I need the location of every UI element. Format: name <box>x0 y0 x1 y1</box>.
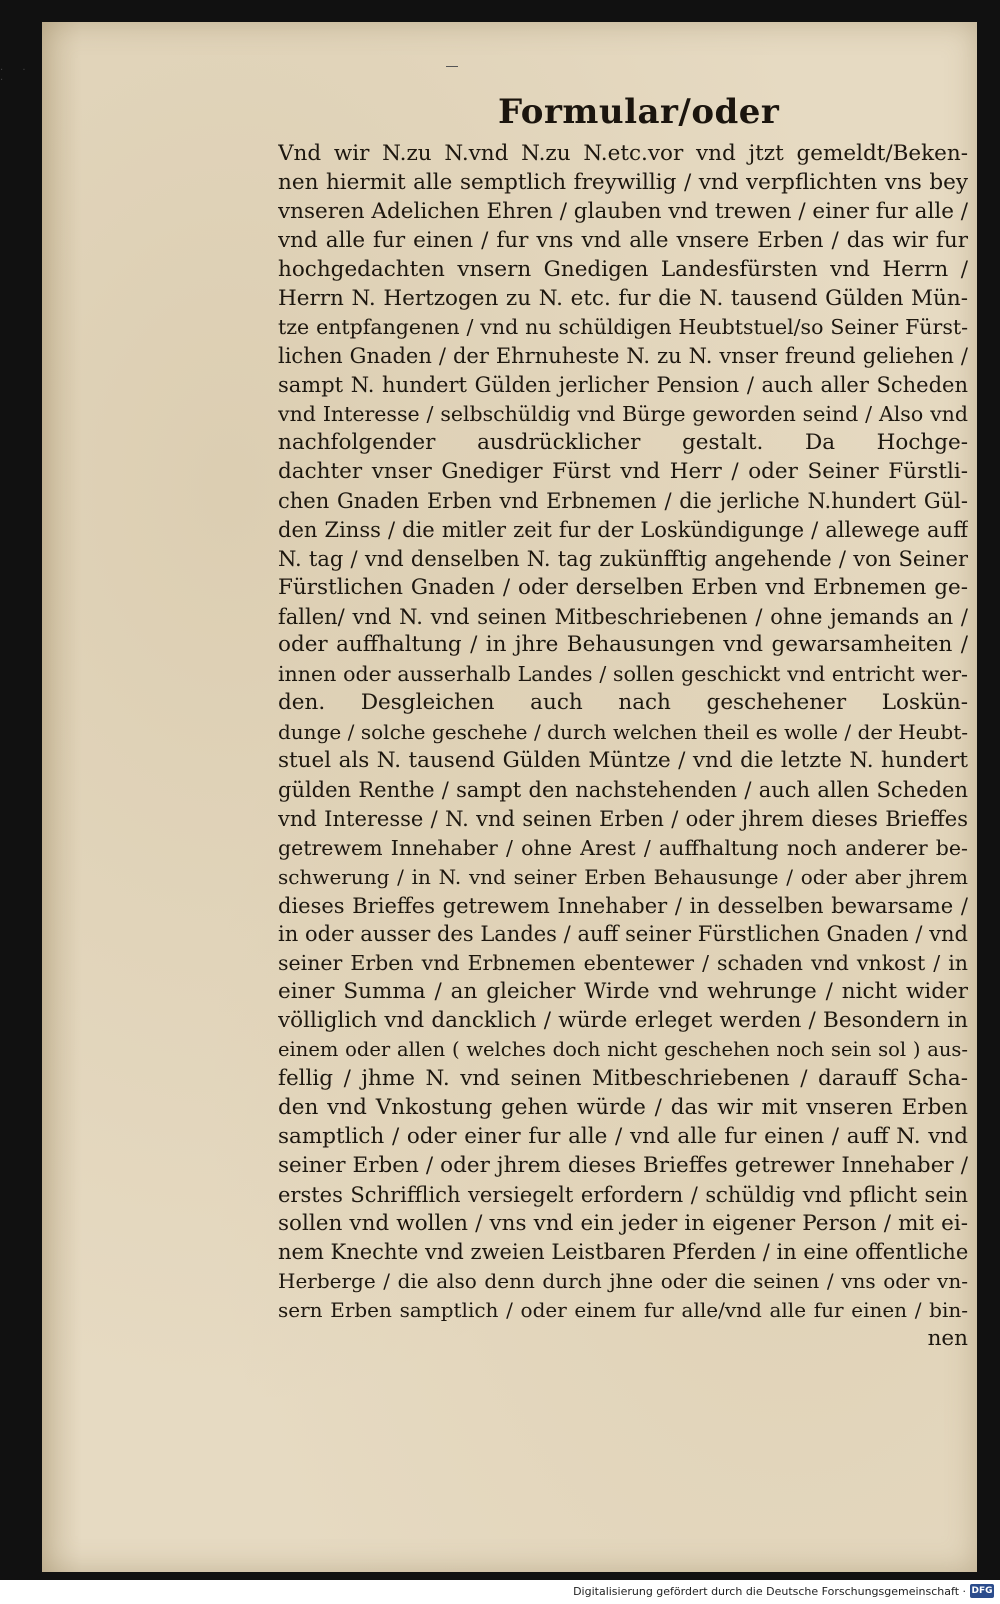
text-line: samptlich / oder einer fur alle / vnd alle fur einen / auff N. vnd <box>278 1123 968 1149</box>
text-line: nachfolgender ausdrücklicher gestalt. Da Hochge- <box>278 430 968 456</box>
text-line: nem Knechte vnd zweien Leistbaren Pferden / in eine offentliche <box>278 1240 968 1265</box>
text-line: Vnd wir N.zu N.vnd N.zu N.etc.vor vnd jtzt gemeldt/Beken- <box>278 141 968 166</box>
text-line: schwerung / in N. vnd seiner Erben Behausunge / oder aber jhrem <box>278 864 968 889</box>
text-line: Herrn N. Hertzogen zu N. etc. fur die N. tausend Gülden Mün- <box>278 285 968 311</box>
text-line: dieses Brieffes getrewem Innehaber / in desselben bewarsame / <box>278 893 968 918</box>
text-line: völliglich vnd dancklich / würde erleget werden / Besondern in <box>278 1008 968 1034</box>
text-line: in oder ausser des Landes / auff seiner Fürstlichen Gnaden / vnd <box>278 922 968 947</box>
text-line: den vnd Vnkostung gehen würde / das wir mit vnseren Erben <box>278 1094 968 1120</box>
text-line: den. Desgleichen auch nach geschehener Loskün- <box>278 690 968 716</box>
text-line: erstes Schrifflich versiegelt erfordern / schüldig vnd pflicht sein <box>278 1182 968 1207</box>
text-line: vnd alle fur einen / fur vns vnd alle vnsere Erben / das wir fur <box>278 227 968 253</box>
text-line: N. tag / vnd denselben N. tag zukünfftig angehende / von Seiner <box>278 546 968 571</box>
text-line: seiner Erben vnd Erbnemen ebentewer / schaden vnd vnkost / in <box>278 951 968 976</box>
footer-credit: Digitalisierung gefördert durch die Deutsche Forschungsgemeinschaft · <box>573 1585 966 1598</box>
edge-marks: · · · <box>0 65 34 86</box>
text-line: chen Gnaden Erben vnd Erbnemen / die jerliche N.hundert Gül- <box>278 488 968 513</box>
text-line: vnd Interesse / selbschüldig vnd Bürge geworden seind / Also vnd <box>278 402 968 427</box>
text-line: nen hiermit alle semptlich freywillig / vnd verpflichten vns bey <box>278 169 968 195</box>
text-line: den Zinss / die mitler zeit fur der Loskündigunge / allewege auff <box>278 517 968 542</box>
text-line: dachter vnser Gnediger Fürst vnd Herr / oder Seiner Fürstli- <box>278 458 968 484</box>
text-line: oder auffhaltung / in jhre Behausungen vnd gewarsamheiten / <box>278 632 968 658</box>
text-line: fellig / jhme N. vnd seinen Mitbeschriebenen / darauff Scha- <box>278 1066 968 1091</box>
text-line: sampt N. hundert Gülden jerlicher Pension / auch aller Scheden <box>278 373 968 398</box>
text-line: einem oder allen ( welches doch nicht geschehen noch sein sol ) aus- <box>278 1038 968 1062</box>
text-line: einer Summa / an gleicher Wirde vnd wehrunge / nicht wider <box>278 979 968 1005</box>
text-line: stuel als N. tausend Gülden Müntze / vnd die letzte N. hundert <box>278 748 968 774</box>
text-line: sern Erben samptlich / oder einem fur alle/vnd alle fur einen / bin- <box>278 1298 968 1323</box>
text-line: Fürstlichen Gnaden / oder derselben Erben vnd Erbnemen ge- <box>278 574 968 600</box>
text-line: seiner Erben / oder jhrem dieses Brieffes getrewer Innehaber / <box>278 1152 968 1178</box>
text-line: vnd Interesse / N. vnd seinen Erben / oder jhrem dieses Brieffes <box>278 806 968 831</box>
text-line: tze entpfangenen / vnd nu schüldigen Heubtstuel/so Seiner Fürst- <box>278 315 968 340</box>
running-head: Formular/oder <box>498 92 780 132</box>
body-text <box>278 140 968 1354</box>
text-line: lichen Gnaden / der Ehrnuheste N. zu N. vnser freund geliehen / <box>278 344 968 369</box>
page-tick-mark <box>446 66 458 67</box>
dfg-logo-icon: DFG <box>971 1586 993 1596</box>
text-line: gülden Renthe / sampt den nachstehenden / auch allen Scheden <box>278 777 968 802</box>
catchword: nen <box>927 1326 968 1352</box>
text-line: Herberge / die also denn durch jhne oder die seinen / vns oder vn- <box>278 1269 968 1294</box>
text-line: innen oder ausserhalb Landes / sollen geschickt vnd entricht wer- <box>278 662 968 687</box>
text-line: sollen vnd wollen / vns vnd ein jeder in eigener Person / mit ei- <box>278 1210 968 1236</box>
document-page <box>42 22 977 1572</box>
text-line: hochgedachten vnsern Gnedigen Landesfürsten vnd Herrn / <box>278 256 968 282</box>
text-line: fallen/ vnd N. vnd seinen Mitbeschriebenen / ohne jemands an / <box>278 604 968 629</box>
text-line: getrewem Innehaber / ohne Arest / auffhaltung noch anderer be- <box>278 835 968 860</box>
text-line: vnseren Adelichen Ehren / glauben vnd trewen / einer fur alle / <box>278 198 968 224</box>
text-line: dunge / solche geschehe / durch welchen theil es wolle / der Heubt- <box>278 720 968 745</box>
